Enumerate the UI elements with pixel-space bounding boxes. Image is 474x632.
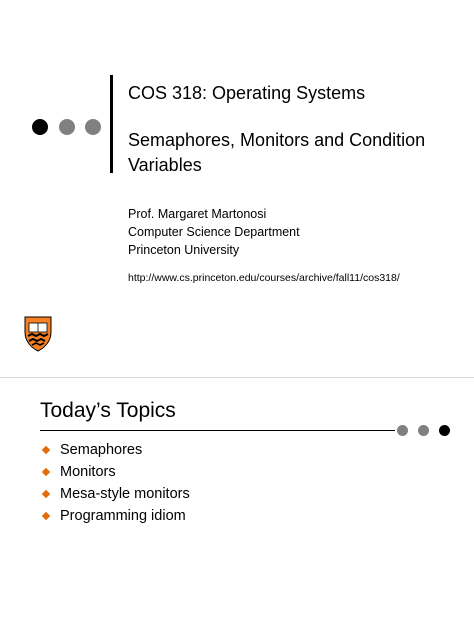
bullet-label: Monitors <box>60 464 116 480</box>
decor-dot-gray-1 <box>59 119 75 135</box>
decor-dot-gray-2 <box>418 425 429 436</box>
bullet-label: Semaphores <box>60 442 143 458</box>
decor-dot-gray-1 <box>397 425 408 436</box>
course-title: COS 318: Operating Systems <box>128 83 366 103</box>
bullet-label: Programming idiom <box>60 508 186 524</box>
list-item <box>40 505 190 527</box>
topics-list <box>40 439 190 527</box>
list-item <box>40 461 190 483</box>
decor-dot-black <box>439 425 450 436</box>
decor-dot-gray-2 <box>85 119 101 135</box>
department-name: Computer Science Department <box>128 225 300 239</box>
diamond-bullet-icon <box>42 446 50 454</box>
course-url-link[interactable]: http://www.cs.princeton.edu/courses/archive/fall11/cos318/ <box>128 272 400 284</box>
lecture-title: Semaphores, Monitors and Condition Variables <box>128 130 426 175</box>
topics-slide <box>0 378 474 632</box>
diamond-bullet-icon <box>42 490 50 498</box>
list-item <box>40 483 190 505</box>
bullet-label: Mesa-style monitors <box>60 486 190 502</box>
topics-title: Today’s Topics <box>40 399 176 422</box>
decor-dot-black <box>32 119 48 135</box>
author-info <box>128 205 300 259</box>
list-item <box>40 439 190 461</box>
instructor-name: Prof. Margaret Martonosi <box>128 207 267 221</box>
title-divider-line <box>110 75 113 173</box>
title-underline <box>40 430 395 431</box>
diamond-bullet-icon <box>42 468 50 476</box>
princeton-shield-icon <box>22 314 54 352</box>
university-name: Princeton University <box>128 243 240 257</box>
diamond-bullet-icon <box>42 512 50 520</box>
